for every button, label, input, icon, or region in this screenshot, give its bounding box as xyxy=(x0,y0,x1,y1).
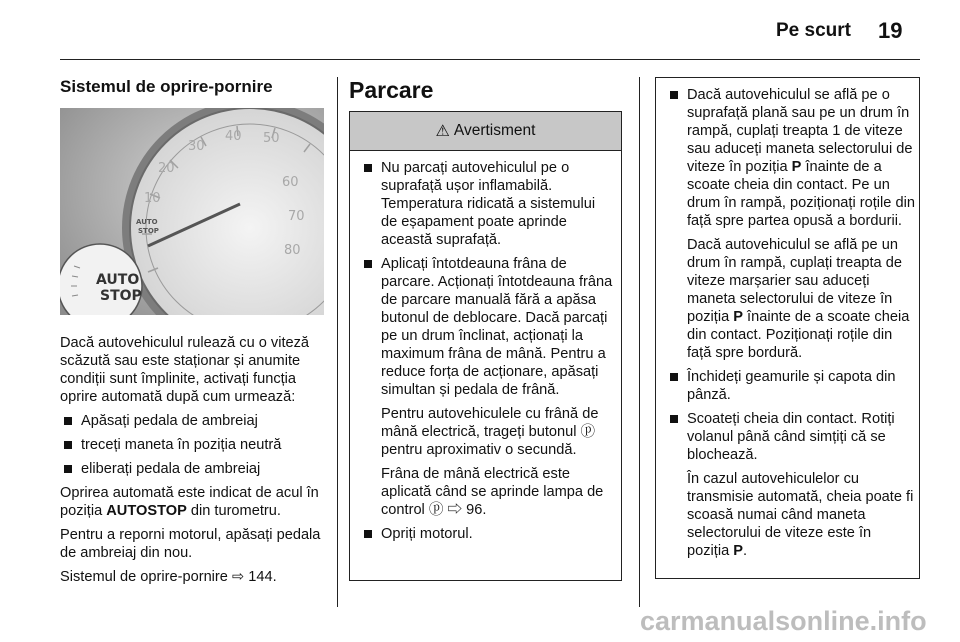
list-item: Închideți geamurile și capota din pânză. xyxy=(666,368,915,404)
gauge-number-40: 40 xyxy=(225,129,242,144)
text-span: Oprirea automată este indicat de acul în poziția xyxy=(60,485,319,519)
list-item xyxy=(666,86,915,230)
autostop-paragraph xyxy=(60,484,330,520)
gauge-number-80: 80 xyxy=(284,243,301,258)
gauge-number-20: 20 xyxy=(158,161,175,176)
gauge-number-50: 50 xyxy=(263,131,280,146)
autostop-term: AUTOSTOP xyxy=(106,503,187,519)
list-sub-item: Frâna de mână electrică este aplicată când se aprinde lampa de control ⓟ ⇨ 96. xyxy=(381,466,604,518)
text-span: înainte de a scoate cheia din contact. Pe un drum în rampă, poziționați roțile din față spre partea opusă a bordurii. xyxy=(687,159,915,229)
gauge-number-30: 30 xyxy=(188,139,205,154)
list-item: Aplicați întotdeauna frâna de parcare. Acționați întotdeauna frâna de parcare manuală fără a apăsa butonul de deblocare. Dacă parcați pe un drum înclinat, acționați la maximum frâna de mână. Pentru a reduce forța de acționare, apăsați simultan și pedala de frână. xyxy=(360,255,615,399)
tachometer-photo xyxy=(60,108,324,315)
intro-paragraph: Dacă autovehiculul rulează cu o viteză scăzută sau este staționar și anumite condiții sunt împlinite, activați funcția oprire automată după cum urmează: xyxy=(60,335,310,405)
header-divider xyxy=(60,59,920,60)
left-column-text xyxy=(60,334,330,592)
list-sub-item xyxy=(666,470,915,560)
text-span: înainte de a scoate cheia din contact. Poziționați roțile din față spre bordură. xyxy=(687,309,910,361)
gear-position-p: P xyxy=(733,543,743,559)
text-span: . xyxy=(742,543,748,559)
gauge-number-70: 70 xyxy=(288,209,305,224)
list-sub-item xyxy=(666,236,915,362)
watermark: carmanualsonline.info xyxy=(640,606,927,636)
text-span: Dacă autovehiculul se află pe o suprafață plană sau pe un drum în rampă, cuplați treapta 1 de viteze sau aduceți maneta selectorului de viteze în poziția xyxy=(687,87,913,175)
gear-position-p: P xyxy=(791,159,802,175)
warning-triangle-icon: ⚠ xyxy=(435,123,450,140)
page-number: 19 xyxy=(878,18,903,43)
warning-header xyxy=(350,112,621,151)
text-span: Dacă autovehiculul se află pe un drum în rampă, cuplați treapta de viteze marșarier sau aduceți maneta selectorului de viteze în poziția xyxy=(687,237,902,325)
text-span: din turometru. xyxy=(186,503,281,519)
list-item: treceți maneta în poziția neutră xyxy=(60,436,330,454)
running-header-title: Pe scurt xyxy=(776,20,851,41)
section-heading-stop-start: Sistemul de oprire-pornire xyxy=(60,77,273,96)
autostop-label-small-2: STOP xyxy=(138,227,159,235)
tachometer-illustration xyxy=(60,108,324,315)
column-divider-left xyxy=(337,77,338,607)
warning-box xyxy=(349,111,622,581)
gauge-number-60: 60 xyxy=(282,175,299,190)
autostop-label-small-1: AUTO xyxy=(136,218,158,226)
list-item: Scoateți cheia din contact. Rotiți volanul până când simțiți că se blochează. xyxy=(666,410,915,464)
autostop-label-big-1: AUTO xyxy=(96,272,140,288)
section-heading-parking: Parcare xyxy=(349,77,434,103)
list-item: Nu parcați autovehiculul pe o suprafață ușor inflamabilă. Temperatura ridicată a sistemului de eșapament poate aprinde această suprafață. xyxy=(360,159,615,249)
list-item: Apăsați pedala de ambreiaj xyxy=(60,412,330,430)
column-divider-right xyxy=(639,77,640,607)
list-item: eliberați pedala de ambreiaj xyxy=(60,460,330,478)
warning-body xyxy=(350,151,621,543)
gear-position-p: P xyxy=(733,309,743,325)
gauge-number-10: 10 xyxy=(144,191,161,206)
warning-title: Avertisment xyxy=(453,122,536,139)
list-item: Opriți motorul. xyxy=(360,525,615,543)
list-sub-item: Pentru autovehiculele cu frână de mână electrică, trageți butonul ⓟ pentru aproximativ o secundă. xyxy=(381,406,599,458)
warning-box-continued xyxy=(655,77,920,579)
autostop-label-big-2: STOP xyxy=(100,288,142,304)
cross-reference-paragraph: Sistemul de oprire-pornire ⇨ 144. xyxy=(60,569,277,585)
text-span: În cazul autovehiculelor cu transmisie automată, cheia poate fi scoasă numai când maneta selectorului de viteze este în poziția xyxy=(687,471,914,559)
restart-paragraph: Pentru a reporni motorul, apăsați pedala de ambreiaj din nou. xyxy=(60,527,321,561)
